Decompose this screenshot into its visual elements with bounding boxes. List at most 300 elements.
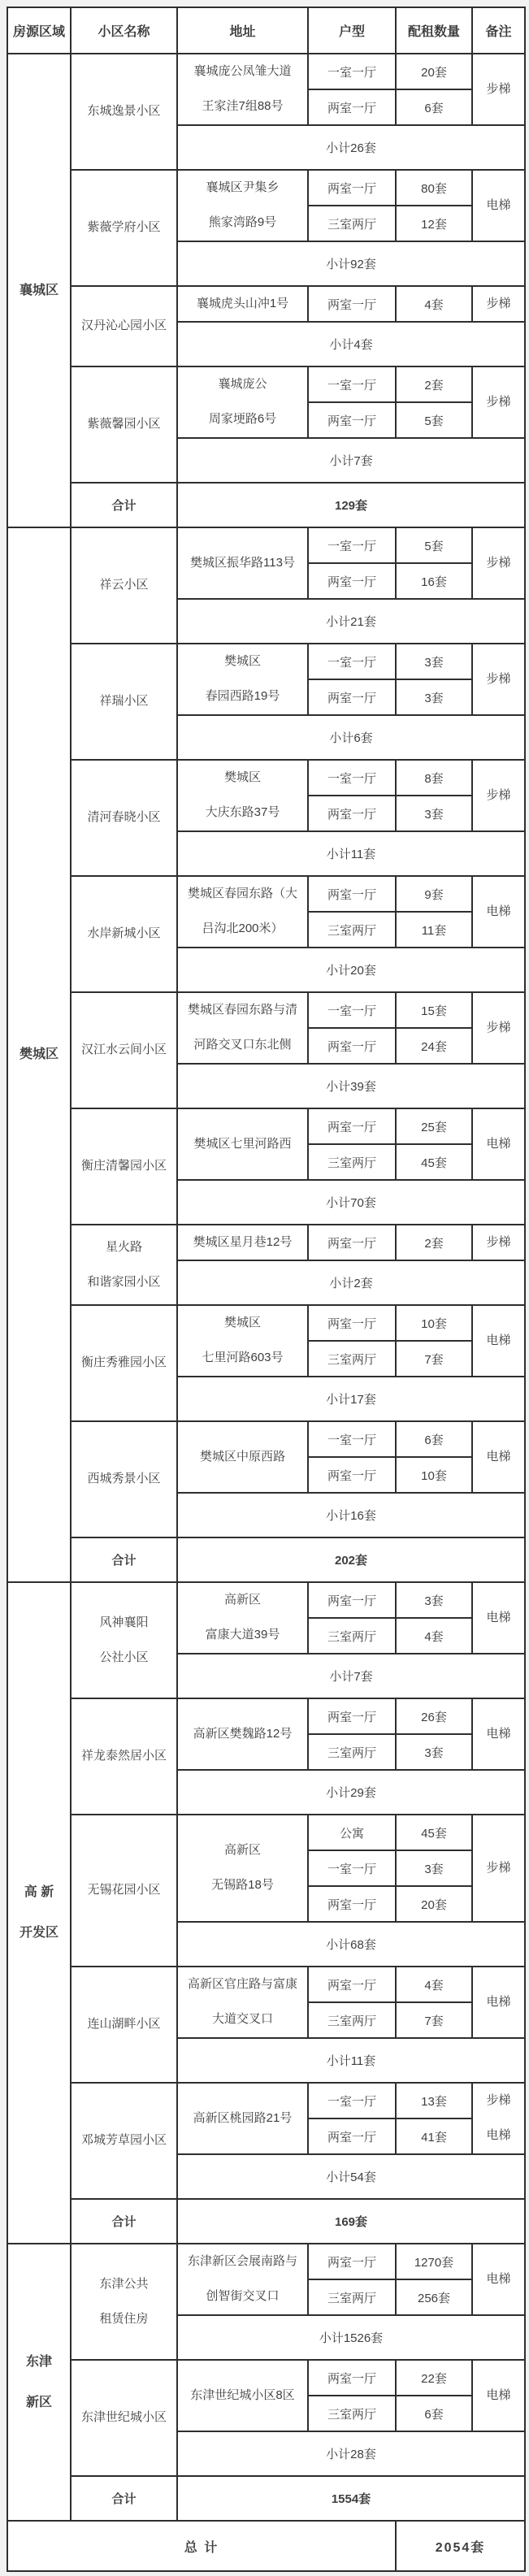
remark-cell bbox=[472, 1225, 525, 1260]
remark-cell bbox=[472, 54, 525, 125]
community-name-line: 无锡花园小区 bbox=[87, 1883, 161, 1897]
unit-row bbox=[7, 1225, 525, 1260]
remark bbox=[475, 1334, 522, 1349]
community-name-cell bbox=[71, 2083, 177, 2199]
subtotal-cell: 小计17套 bbox=[177, 1377, 525, 1421]
address-cell bbox=[177, 286, 308, 322]
address bbox=[180, 2388, 306, 2404]
quantity-cell: 3套 bbox=[396, 1850, 472, 1886]
subtotal-cell: 小计92套 bbox=[177, 241, 525, 286]
quantity-cell: 9套 bbox=[396, 876, 472, 912]
quantity-cell: 5套 bbox=[396, 527, 472, 563]
region-total-row bbox=[7, 2476, 525, 2521]
unit-type-cell: 一室一厅 bbox=[308, 760, 396, 796]
address-cell bbox=[177, 2360, 308, 2431]
address bbox=[180, 887, 306, 937]
remark-cell bbox=[472, 992, 525, 1064]
address-cell bbox=[177, 527, 308, 599]
quantity-cell: 5套 bbox=[396, 402, 472, 438]
community-name bbox=[73, 1355, 175, 1371]
region-total-label-cell: 合计 bbox=[71, 2476, 177, 2521]
address-cell bbox=[177, 1421, 308, 1493]
remark-line: 步梯 bbox=[486, 1860, 511, 1875]
region-total-row bbox=[7, 2199, 525, 2244]
community-name-cell bbox=[71, 1698, 177, 1815]
address bbox=[180, 1977, 306, 2027]
unit-type-cell: 两室一厅 bbox=[308, 563, 396, 599]
subtotal-cell: 小计29套 bbox=[177, 1770, 525, 1815]
address-line: 樊城区 bbox=[223, 1316, 261, 1330]
community-name-cell bbox=[71, 760, 177, 876]
address-line: 熊家湾路9号 bbox=[208, 215, 277, 229]
subtotal-cell: 小计4套 bbox=[177, 322, 525, 366]
region-total-row bbox=[7, 483, 525, 527]
address-cell bbox=[177, 644, 308, 715]
address bbox=[180, 1593, 306, 1643]
address-line: 七里河路603号 bbox=[202, 1351, 284, 1364]
unit-row bbox=[7, 876, 525, 912]
address bbox=[180, 377, 306, 427]
address-cell bbox=[177, 876, 308, 948]
address-line: 创智街交叉口 bbox=[206, 2289, 280, 2303]
quantity-cell: 12套 bbox=[396, 206, 472, 241]
remark-line: 电梯 bbox=[486, 1136, 511, 1151]
quantity-cell: 6套 bbox=[396, 1421, 472, 1457]
unit-type-cell: 三室两厅 bbox=[308, 2396, 396, 2431]
region-cell bbox=[7, 54, 71, 527]
unit-type-cell: 一室一厅 bbox=[308, 1850, 396, 1886]
address-cell bbox=[177, 54, 308, 125]
remark-line: 步梯 bbox=[486, 671, 511, 686]
address-line: 樊城区星月巷12号 bbox=[193, 1234, 293, 1249]
quantity-cell: 20套 bbox=[396, 54, 472, 89]
community-name-line: 西城秀景小区 bbox=[87, 1472, 161, 1486]
unit-type-cell: 两室一厅 bbox=[308, 2244, 396, 2279]
region-total-value-cell: 202套 bbox=[177, 1537, 525, 1582]
rental-allocation-table bbox=[7, 7, 526, 2572]
unit-type-cell: 两室一厅 bbox=[308, 1305, 396, 1341]
quantity-cell: 16套 bbox=[396, 563, 472, 599]
community-name bbox=[73, 417, 175, 432]
unit-type-cell: 两室一厅 bbox=[308, 1457, 396, 1493]
unit-row bbox=[7, 1421, 525, 1457]
unit-row bbox=[7, 992, 525, 1028]
community-name-line: 连山湖畔小区 bbox=[87, 2017, 161, 2032]
community-name bbox=[73, 926, 175, 942]
remark-line: 步梯 bbox=[486, 2093, 511, 2108]
unit-row bbox=[7, 170, 525, 206]
quantity-cell: 45套 bbox=[396, 1815, 472, 1850]
community-name-cell bbox=[71, 1967, 177, 2083]
remark bbox=[475, 672, 522, 687]
address-line: 樊城区中原西路 bbox=[199, 1449, 285, 1464]
community-name bbox=[73, 1615, 175, 1666]
community-name-line: 祥瑞小区 bbox=[99, 694, 149, 709]
unit-row bbox=[7, 1815, 525, 1850]
community-name bbox=[73, 104, 175, 119]
community-name bbox=[73, 220, 175, 236]
region-total-label-cell: 合计 bbox=[71, 483, 177, 527]
unit-type-cell: 两室一厅 bbox=[308, 1886, 396, 1922]
unit-type-cell: 两室一厅 bbox=[308, 89, 396, 125]
address bbox=[180, 1316, 306, 1366]
community-name-line: 租赁住房 bbox=[99, 2311, 149, 2326]
region-total-value-cell: 169套 bbox=[177, 2199, 525, 2244]
address bbox=[180, 1235, 306, 1251]
address-line: 樊城区春园东路与清 bbox=[187, 1003, 297, 1017]
quantity-cell: 6套 bbox=[396, 89, 472, 125]
subtotal-cell: 小计26套 bbox=[177, 125, 525, 170]
address-line: 樊城区春园东路（大 bbox=[187, 887, 297, 901]
address-cell bbox=[177, 1582, 308, 1654]
address-line: 樊城区 bbox=[223, 770, 261, 785]
quantity-cell: 15套 bbox=[396, 992, 472, 1028]
community-name-line: 衡庄秀雅园小区 bbox=[80, 1355, 167, 1370]
remark-line: 电梯 bbox=[486, 1333, 511, 1347]
community-name-line: 紫薇馨园小区 bbox=[87, 417, 161, 432]
community-name-line: 清河春晓小区 bbox=[87, 810, 161, 825]
unit-type-cell: 三室两厅 bbox=[308, 912, 396, 948]
region-name-line: 襄城区 bbox=[19, 283, 59, 297]
region-total-row bbox=[7, 1537, 525, 1582]
unit-type-cell: 两室一厅 bbox=[308, 170, 396, 206]
remark-line: 电梯 bbox=[486, 2387, 511, 2402]
quantity-cell: 2套 bbox=[396, 1225, 472, 1260]
quantity-cell: 41套 bbox=[396, 2118, 472, 2154]
unit-type-cell: 两室一厅 bbox=[308, 1028, 396, 1064]
address-cell bbox=[177, 2244, 308, 2315]
remark-line: 电梯 bbox=[486, 1994, 511, 2009]
address-line: 大庆东路37号 bbox=[205, 805, 280, 819]
unit-type-cell: 两室一厅 bbox=[308, 1225, 396, 1260]
address bbox=[180, 1003, 306, 1053]
remark-cell bbox=[472, 1421, 525, 1493]
unit-type-cell: 两室一厅 bbox=[308, 2118, 396, 2154]
quantity-cell: 45套 bbox=[396, 1144, 472, 1180]
address-line: 襄城虎头山冲1号 bbox=[196, 296, 289, 310]
address-line: 春园西路19号 bbox=[205, 689, 280, 703]
subtotal-cell: 小计6套 bbox=[177, 715, 525, 760]
community-name-cell bbox=[71, 170, 177, 286]
unit-type-cell: 一室一厅 bbox=[308, 527, 396, 563]
quantity-cell: 2套 bbox=[396, 366, 472, 402]
remark bbox=[475, 395, 522, 410]
remark-cell bbox=[472, 2083, 525, 2154]
region-cell bbox=[7, 2244, 71, 2521]
community-name bbox=[73, 810, 175, 826]
quantity-cell: 4套 bbox=[396, 286, 472, 322]
address-cell bbox=[177, 1815, 308, 1922]
region-name bbox=[10, 2354, 68, 2411]
quantity-cell: 20套 bbox=[396, 1886, 472, 1922]
community-name-line: 和谐家园小区 bbox=[87, 1274, 161, 1289]
community-name-cell bbox=[71, 1815, 177, 1967]
unit-row bbox=[7, 1698, 525, 1734]
quantity-cell: 7套 bbox=[396, 1341, 472, 1377]
grand-total-label-cell: 总 计 bbox=[7, 2521, 396, 2571]
remark bbox=[475, 1611, 522, 1626]
region-name-line: 东津 bbox=[25, 2354, 52, 2369]
address-cell bbox=[177, 1698, 308, 1770]
quantity-cell: 7套 bbox=[396, 2002, 472, 2038]
remark bbox=[475, 1995, 522, 2010]
address bbox=[180, 770, 306, 821]
remark bbox=[475, 297, 522, 312]
unit-type-cell: 一室一厅 bbox=[308, 992, 396, 1028]
community-name-cell bbox=[71, 286, 177, 366]
region-name bbox=[10, 1884, 68, 1941]
remark-cell bbox=[472, 170, 525, 241]
address-cell bbox=[177, 1225, 308, 1260]
remark bbox=[475, 2388, 522, 2404]
remark-line: 步梯 bbox=[486, 394, 511, 409]
quantity-cell: 10套 bbox=[396, 1305, 472, 1341]
address-line: 高新区官庄路与富康 bbox=[187, 1977, 297, 1992]
address-line: 樊城区振华路113号 bbox=[190, 555, 295, 570]
remark-line: 电梯 bbox=[486, 1610, 511, 1624]
community-name bbox=[73, 578, 175, 593]
remark-cell bbox=[472, 644, 525, 715]
quantity-cell: 25套 bbox=[396, 1108, 472, 1144]
address bbox=[180, 2111, 306, 2127]
region-cell bbox=[7, 1582, 71, 2244]
address bbox=[180, 556, 306, 571]
address bbox=[180, 654, 306, 705]
remark-cell bbox=[472, 1305, 525, 1377]
community-name-line: 风神襄阳 bbox=[99, 1615, 149, 1629]
remark bbox=[475, 2093, 522, 2144]
col-header-unit-type: 户型 bbox=[308, 7, 396, 54]
remark-cell bbox=[472, 1108, 525, 1180]
subtotal-cell: 小计39套 bbox=[177, 1064, 525, 1108]
community-name-cell bbox=[71, 1582, 177, 1698]
quantity-cell: 6套 bbox=[396, 2396, 472, 2431]
address-line: 河路交叉口东北侧 bbox=[193, 1038, 292, 1052]
community-name-cell bbox=[71, 527, 177, 644]
address bbox=[180, 64, 306, 115]
quantity-cell: 3套 bbox=[396, 679, 472, 715]
community-name-cell bbox=[71, 2244, 177, 2360]
unit-row bbox=[7, 1582, 525, 1618]
unit-row bbox=[7, 1305, 525, 1341]
unit-type-cell: 三室两厅 bbox=[308, 2279, 396, 2315]
address-line: 东津世纪城小区8区 bbox=[190, 2387, 295, 2402]
remark-cell bbox=[472, 1582, 525, 1654]
community-name-cell bbox=[71, 2360, 177, 2476]
quantity-cell: 4套 bbox=[396, 1618, 472, 1654]
remark-line: 电梯 bbox=[486, 904, 511, 918]
address-line: 襄城区尹集乡 bbox=[206, 180, 280, 195]
region-cell bbox=[7, 527, 71, 1582]
unit-type-cell: 一室一厅 bbox=[308, 366, 396, 402]
community-name-cell bbox=[71, 54, 177, 170]
community-name bbox=[73, 2017, 175, 2032]
address-line: 樊城区 bbox=[223, 654, 261, 669]
address-line: 襄城庞公 bbox=[218, 377, 267, 392]
community-name-cell bbox=[71, 1108, 177, 1225]
unit-type-cell: 一室一厅 bbox=[308, 1421, 396, 1457]
unit-type-cell: 两室一厅 bbox=[308, 679, 396, 715]
remark bbox=[475, 1727, 522, 1742]
remark-cell bbox=[472, 1967, 525, 2038]
community-name-line: 东津公共 bbox=[99, 2276, 149, 2291]
subtotal-cell: 小计70套 bbox=[177, 1180, 525, 1225]
unit-type-cell: 两室一厅 bbox=[308, 1582, 396, 1618]
community-name-cell bbox=[71, 1305, 177, 1421]
remark-cell bbox=[472, 1698, 525, 1770]
unit-type-cell: 两室一厅 bbox=[308, 402, 396, 438]
address-cell bbox=[177, 366, 308, 438]
quantity-cell: 11套 bbox=[396, 912, 472, 948]
remark-line: 步梯 bbox=[486, 1020, 511, 1034]
address-cell bbox=[177, 992, 308, 1064]
address-line: 吕沟北200米） bbox=[202, 922, 284, 935]
community-name-line: 邓城芳草园小区 bbox=[80, 2133, 167, 2148]
unit-row bbox=[7, 760, 525, 796]
community-name-line: 衡庄清馨园小区 bbox=[80, 1159, 167, 1173]
unit-row bbox=[7, 366, 525, 402]
quantity-cell: 80套 bbox=[396, 170, 472, 206]
col-header-address: 地址 bbox=[177, 7, 308, 54]
unit-type-cell: 两室一厅 bbox=[308, 1108, 396, 1144]
address-line: 高新区樊魏路12号 bbox=[193, 1726, 293, 1741]
unit-row bbox=[7, 527, 525, 563]
region-name-line: 樊城区 bbox=[19, 1047, 59, 1061]
address-line: 东津新区会展南路与 bbox=[187, 2254, 297, 2269]
address-line: 襄城庞公凤雏大道 bbox=[193, 64, 292, 79]
quantity-cell: 13套 bbox=[396, 2083, 472, 2118]
quantity-cell: 24套 bbox=[396, 1028, 472, 1064]
community-name bbox=[73, 1043, 175, 1058]
subtotal-cell: 小计1526套 bbox=[177, 2315, 525, 2360]
subtotal-cell: 小计7套 bbox=[177, 438, 525, 483]
remark bbox=[475, 1235, 522, 1251]
remark-line: 步梯 bbox=[486, 296, 511, 310]
community-name-cell bbox=[71, 1421, 177, 1537]
region-total-value-cell: 129套 bbox=[177, 483, 525, 527]
address bbox=[180, 1137, 306, 1152]
remark-line: 电梯 bbox=[486, 1449, 511, 1464]
remark-line: 电梯 bbox=[486, 2271, 511, 2286]
community-name bbox=[73, 1883, 175, 1898]
address-line: 高新区 bbox=[223, 1843, 261, 1858]
remark bbox=[475, 198, 522, 214]
quantity-cell: 3套 bbox=[396, 1582, 472, 1618]
subtotal-cell: 小计7套 bbox=[177, 1654, 525, 1698]
remark-cell bbox=[472, 876, 525, 948]
address bbox=[180, 1843, 306, 1893]
community-name-cell bbox=[71, 876, 177, 992]
community-name-cell bbox=[71, 992, 177, 1108]
community-name bbox=[73, 1749, 175, 1764]
remark bbox=[475, 1861, 522, 1876]
unit-type-cell: 两室一厅 bbox=[308, 876, 396, 912]
remark-line: 步梯 bbox=[486, 787, 511, 802]
col-header-community: 小区名称 bbox=[71, 7, 177, 54]
address-cell bbox=[177, 1108, 308, 1180]
col-header-quantity: 配租数量 bbox=[396, 7, 472, 54]
unit-row bbox=[7, 2244, 525, 2279]
unit-type-cell: 一室一厅 bbox=[308, 54, 396, 89]
quantity-cell: 10套 bbox=[396, 1457, 472, 1493]
community-name-cell bbox=[71, 1225, 177, 1305]
address-line: 周家埂路6号 bbox=[208, 412, 277, 426]
region-name-line: 新区 bbox=[25, 2395, 52, 2409]
quantity-cell: 3套 bbox=[396, 796, 472, 831]
quantity-cell: 22套 bbox=[396, 2360, 472, 2396]
subtotal-cell: 小计54套 bbox=[177, 2154, 525, 2199]
unit-row bbox=[7, 286, 525, 322]
remark-cell bbox=[472, 760, 525, 831]
community-name bbox=[73, 319, 175, 334]
quantity-cell: 4套 bbox=[396, 1967, 472, 2002]
address-cell bbox=[177, 1305, 308, 1377]
address-line: 高新区 bbox=[223, 1593, 261, 1607]
region-name bbox=[10, 283, 68, 299]
community-name bbox=[73, 1472, 175, 1487]
address-cell bbox=[177, 170, 308, 241]
remark bbox=[475, 82, 522, 98]
community-name-line: 祥云小区 bbox=[99, 578, 149, 592]
address bbox=[180, 2254, 306, 2305]
region-total-value-cell: 1554套 bbox=[177, 2476, 525, 2521]
address bbox=[180, 1727, 306, 1742]
remark bbox=[475, 1137, 522, 1152]
community-name-line: 星火路 bbox=[105, 1239, 142, 1254]
address bbox=[180, 297, 306, 312]
col-header-region: 房源区域 bbox=[7, 7, 71, 54]
remark-cell bbox=[472, 366, 525, 438]
remark-line: 步梯 bbox=[486, 81, 511, 96]
unit-type-cell: 两室一厅 bbox=[308, 1698, 396, 1734]
remark-cell bbox=[472, 2360, 525, 2431]
subtotal-cell: 小计68套 bbox=[177, 1922, 525, 1967]
unit-type-cell: 两室一厅 bbox=[308, 2360, 396, 2396]
unit-row bbox=[7, 2360, 525, 2396]
community-name-line: 汉丹沁心园小区 bbox=[80, 319, 167, 333]
unit-row bbox=[7, 54, 525, 89]
remark-line: 电梯 bbox=[486, 2128, 511, 2142]
unit-type-cell: 三室两厅 bbox=[308, 1341, 396, 1377]
address-cell bbox=[177, 2083, 308, 2154]
unit-type-cell: 两室一厅 bbox=[308, 1967, 396, 2002]
unit-type-cell: 三室两厅 bbox=[308, 1734, 396, 1770]
region-name-line: 高 新 bbox=[24, 1885, 54, 1899]
unit-type-cell: 一室一厅 bbox=[308, 2083, 396, 2118]
remark bbox=[475, 904, 522, 920]
quantity-cell: 3套 bbox=[396, 1734, 472, 1770]
remark-line: 电梯 bbox=[486, 197, 511, 212]
remark-cell bbox=[472, 1815, 525, 1922]
grand-total-value-cell: 2054套 bbox=[396, 2521, 525, 2571]
community-name bbox=[73, 694, 175, 709]
header-row bbox=[7, 7, 525, 54]
community-name-cell bbox=[71, 644, 177, 760]
community-name-line: 公社小区 bbox=[99, 1650, 149, 1664]
address-line: 大道交叉口 bbox=[211, 2012, 273, 2026]
community-name bbox=[73, 2410, 175, 2426]
remark-cell bbox=[472, 527, 525, 599]
address-line: 富康大道39号 bbox=[205, 1628, 280, 1641]
quantity-cell: 256套 bbox=[396, 2279, 472, 2315]
region-total-label-cell: 合计 bbox=[71, 2199, 177, 2244]
remark bbox=[475, 556, 522, 571]
address-line: 高新区桃园路21号 bbox=[193, 2110, 293, 2125]
remark bbox=[475, 2272, 522, 2288]
region-total-label-cell: 合计 bbox=[71, 1537, 177, 1582]
region-name-line: 开发区 bbox=[19, 1926, 59, 1940]
table-header bbox=[7, 7, 525, 54]
